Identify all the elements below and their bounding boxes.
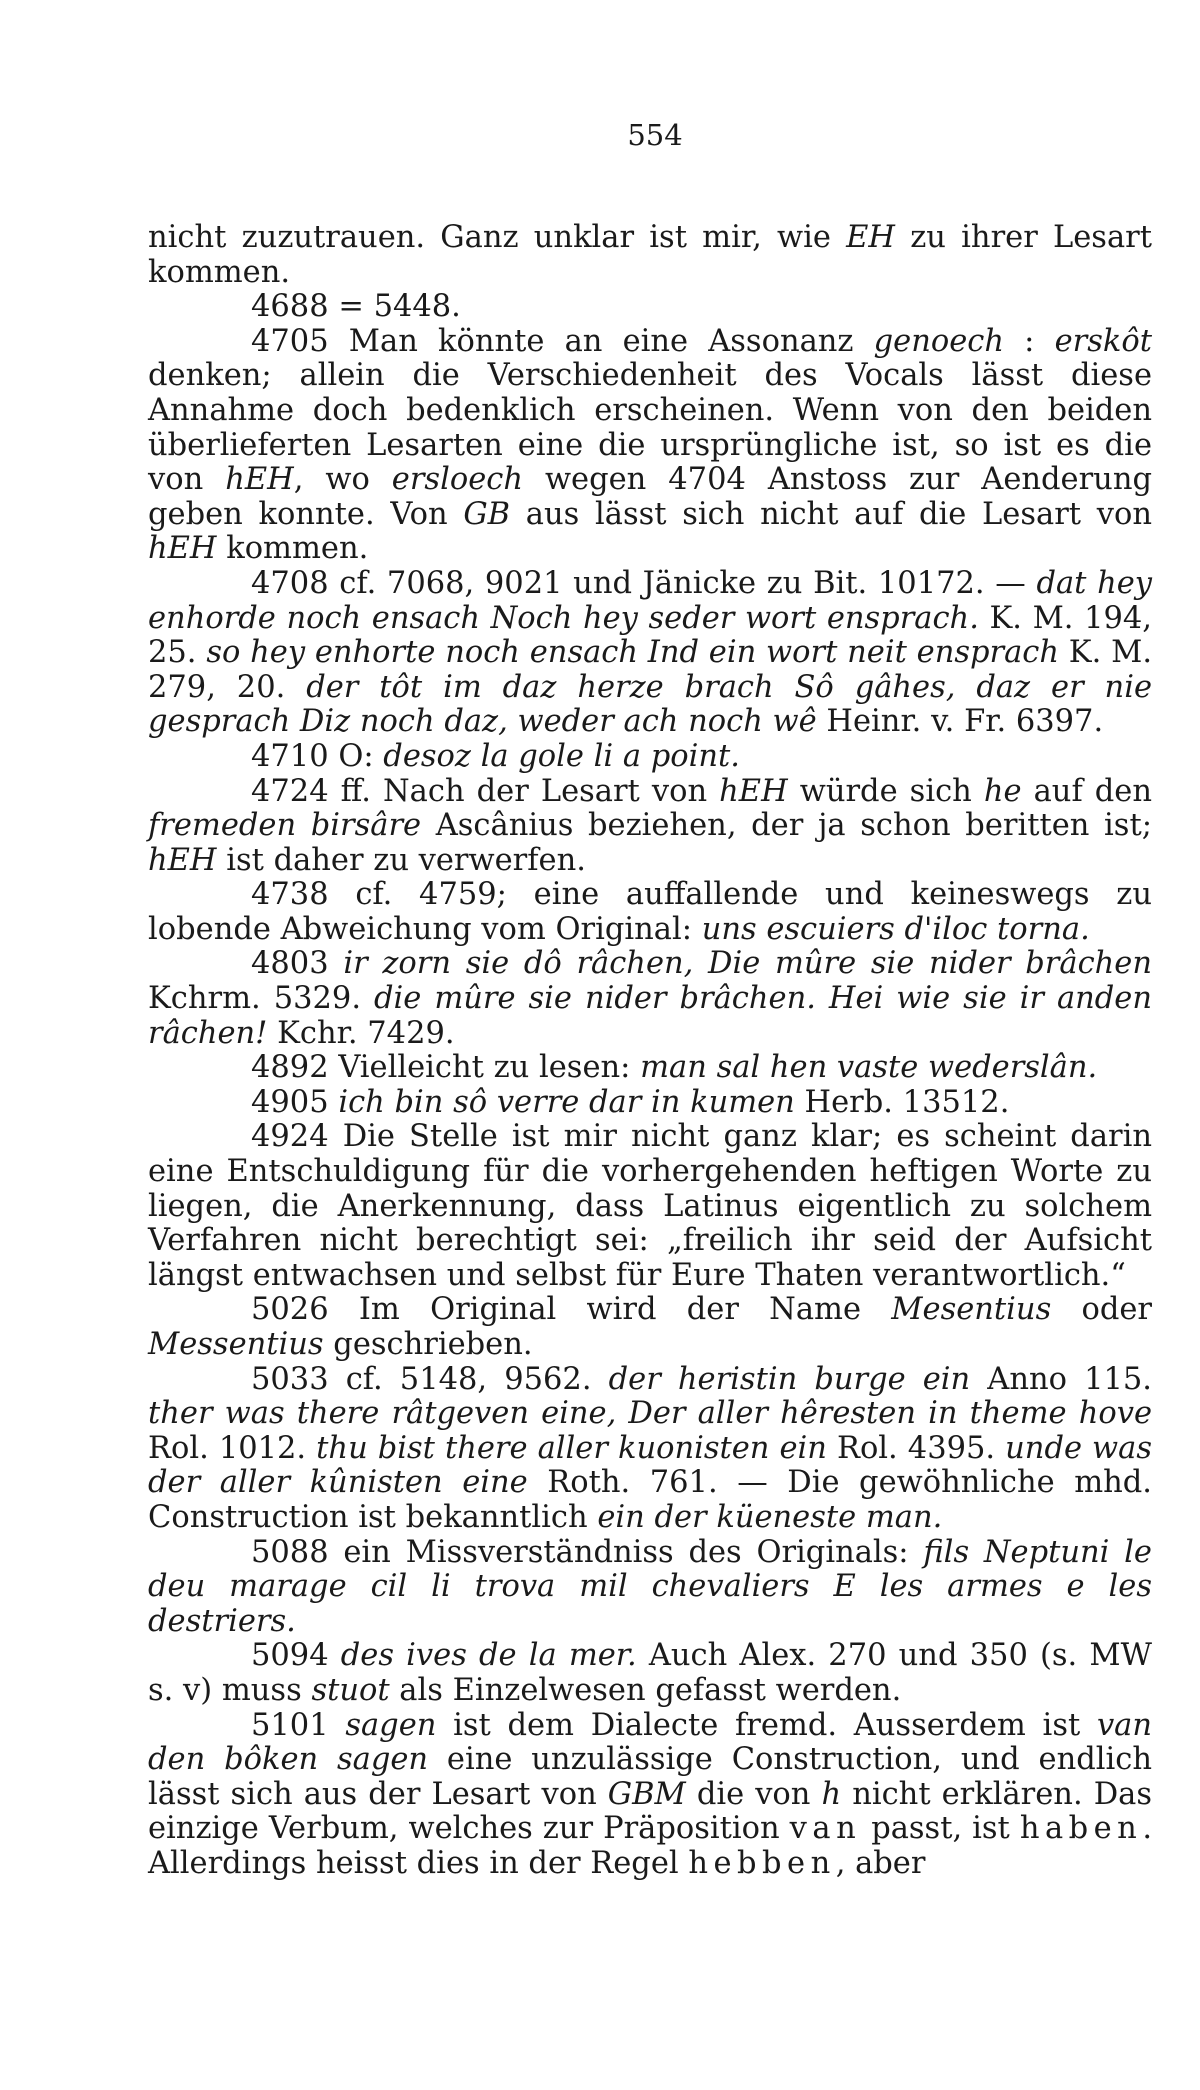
commentary-paragraph (148, 740, 1152, 775)
commentary-paragraph (148, 290, 1152, 325)
commentary-body (148, 221, 1152, 1882)
quoted-text: sagen (345, 1707, 437, 1743)
text-run: 4803 (251, 946, 344, 982)
quoted-text: so hey enhorte noch ensach Ind ein wort neit ensprach (206, 635, 1060, 671)
text-run: eine unzulässige Construction, und endlich lässt sich aus der Lesart von (148, 1742, 1152, 1812)
quoted-text: he (983, 773, 1022, 809)
quoted-text: erskôt (1054, 323, 1153, 359)
text-run: Heinr. v. Fr. 6397. (816, 704, 1104, 740)
quoted-text: ich bin sô verre dar in kumen (338, 1084, 795, 1120)
commentary-paragraph (148, 325, 1152, 567)
quoted-text: der tôt im daz herze brach Sô gâhes, daz er nie gesprach Diz noch daz, weder ach noch wê (148, 669, 1153, 740)
text-run: aus lässt sich nicht auf die Lesart von (510, 496, 1152, 532)
text-run: nicht erklären. Das einzige Verbum, welches zur Präposition (148, 1776, 1152, 1847)
quoted-text: fils Neptuni le deu marage cil li trova mil chevaliers E les armes e les destriers. (148, 1534, 1152, 1639)
text-run: kommen. (216, 531, 369, 567)
quoted-text: h (821, 1776, 842, 1812)
quoted-text: desoz la gole li a point. (383, 738, 740, 774)
text-run: Ascânius beziehen, der ja schon beritten ist; (421, 808, 1152, 844)
commentary-paragraph (148, 947, 1152, 1051)
quoted-text: GBM (607, 1776, 686, 1812)
text-run: Rol. 1012. (148, 1430, 317, 1466)
spaced-term: haben (1019, 1811, 1143, 1847)
quoted-text: man sal hen vaste wederslân. (640, 1050, 1098, 1086)
text-run: Anno 115. (970, 1361, 1152, 1397)
quoted-text: Messentius (148, 1327, 324, 1362)
commentary-paragraph (148, 1120, 1152, 1293)
text-run: Auch Alex. 270 und 350 (s. MW s. v) muss (148, 1638, 1152, 1708)
text-run: Rol. 4395. (826, 1430, 1006, 1466)
text-run: ist daher zu verwerfen. (216, 842, 586, 878)
text-run: oder (1051, 1292, 1153, 1328)
quoted-text: van den bôken sagen (148, 1707, 1152, 1778)
text-run: . Allerdings heisst dies in der Regel (148, 1811, 1153, 1881)
text-run: Kchr. 7429. (267, 1015, 455, 1051)
text-run: Roth. 761. — Die gewöhnliche mhd. Construction ist bekanntlich (148, 1465, 1152, 1535)
text-run: Herb. 13512. (794, 1084, 1010, 1120)
text-run: 4705 Man könnte an eine Assonanz (251, 323, 874, 359)
commentary-paragraph (148, 567, 1152, 740)
text-run: 4892 Vielleicht zu lesen: (251, 1050, 641, 1086)
commentary-paragraph (148, 221, 1152, 290)
text-run: K. M. 194, 25. (148, 600, 1152, 671)
text-run: 5033 cf. 5148, 9562. (251, 1361, 609, 1397)
quoted-text: uns escuiers d'iloc torna. (701, 911, 1090, 947)
quoted-text: thu bist there aller kuonisten ein (316, 1430, 827, 1466)
text-run: 5026 Im Original wird der Name (251, 1292, 892, 1328)
quoted-text: genoech (873, 323, 1005, 359)
spaced-term: hebben (688, 1845, 836, 1881)
text-run: 5101 (251, 1707, 346, 1743)
commentary-paragraph (148, 1086, 1152, 1121)
text-run: 5088 ein Missverständniss des Originals: (251, 1534, 924, 1570)
text-run: K. M. 279, 20. (148, 635, 1153, 705)
text-run: : (1004, 323, 1055, 359)
text-run: 4738 cf. 4759; eine auffallende und keineswegs zu lobende Abweichung vom Original: (148, 877, 1152, 947)
quoted-text: ein der küeneste man. (597, 1499, 943, 1535)
commentary-paragraph (148, 1536, 1152, 1640)
commentary-paragraph (148, 1363, 1152, 1536)
text-run: 4708 cf. 7068, 9021 und Jänicke zu Bit. 10172. — (251, 565, 1037, 601)
quoted-text: GB (463, 496, 511, 532)
quoted-text: der heristin burge ein (608, 1361, 971, 1397)
text-run: ist dem Dialecte fremd. Ausserdem ist (436, 1707, 1097, 1743)
quoted-text: hEH (225, 462, 294, 498)
text-run: die von (685, 1776, 822, 1812)
text-run: , aber (835, 1845, 926, 1881)
text-run: 4905 (251, 1084, 339, 1120)
quoted-text: ersloech (391, 462, 523, 498)
quoted-text: die mûre sie nider brâchen. Hei wie sie ir anden râchen! (148, 981, 1152, 1051)
quoted-text: unde was der aller kûnisten eine (148, 1430, 1152, 1501)
quoted-text: ther was there râtgeven eine, Der aller hêresten in theme hove (148, 1396, 1152, 1432)
text-run: nicht zuzutrauen. Ganz unklar ist mir, wie (148, 220, 847, 255)
text-run: als Einzelwesen gefasst werden. (389, 1672, 902, 1708)
quoted-text: stuot (311, 1672, 390, 1708)
text-run: 4688 = 5448. (251, 289, 461, 325)
page-number: 554 (627, 118, 683, 152)
spaced-term: van (789, 1811, 862, 1847)
commentary-paragraph (148, 1639, 1152, 1708)
commentary-paragraph (148, 775, 1152, 879)
text-run: würde sich (787, 773, 984, 809)
text-run: auf den (1021, 773, 1152, 809)
quoted-text: hEH (719, 773, 788, 809)
text-run: denken; allein die Verschiedenheit des Vocals lässt diese Annahme doch bedenklich erscheinen. Wenn von den beiden überlieferten Lesarten eine die ursprüngliche ist, so ist es die von (148, 358, 1152, 498)
commentary-paragraph (148, 1051, 1152, 1086)
quoted-text: fremeden birsâre (148, 808, 422, 844)
commentary-paragraph (148, 878, 1152, 947)
commentary-paragraph (148, 1709, 1152, 1882)
text-run: , wo (293, 462, 392, 498)
text-run: 5094 (251, 1638, 341, 1674)
text-run: 4724 ff. Nach der Lesart von (251, 773, 720, 809)
text-run: wegen 4704 Anstoss zur Aenderung geben konnte. Von (148, 462, 1152, 532)
quoted-text: ir zorn sie dô râchen, Die mûre sie nider brâchen (343, 946, 1152, 982)
commentary-paragraph (148, 1293, 1152, 1362)
quoted-text: hEH (148, 842, 217, 878)
text-run: passt, ist (861, 1811, 1020, 1847)
text-run: Kchrm. 5329. (148, 981, 375, 1017)
text-run: zu ihrer Lesart kommen. (148, 220, 1152, 290)
quoted-text: des ives de la mer. (340, 1638, 637, 1674)
text-run: 4710 O: (251, 738, 384, 774)
quoted-text: hEH (148, 531, 217, 567)
quoted-text: EH (846, 220, 896, 255)
text-run: 4924 Die Stelle ist mir nicht ganz klar; es scheint darin eine Entschuldigung für die vorhergehenden heftigen Worte zu liegen, die Anerkennung, dass Latinus eigentlich zu solchem Verfahren nicht berechtigt sei: „freilich ihr seid der Aufsicht längst entwachsen und selbst für Eure Thaten verantwortlich.“ (148, 1119, 1152, 1293)
quoted-text: Mesentius (891, 1292, 1052, 1328)
quoted-text: dat hey enhorde noch ensach Noch hey seder wort ensprach. (148, 565, 1152, 636)
text-run: geschrieben. (323, 1327, 533, 1362)
